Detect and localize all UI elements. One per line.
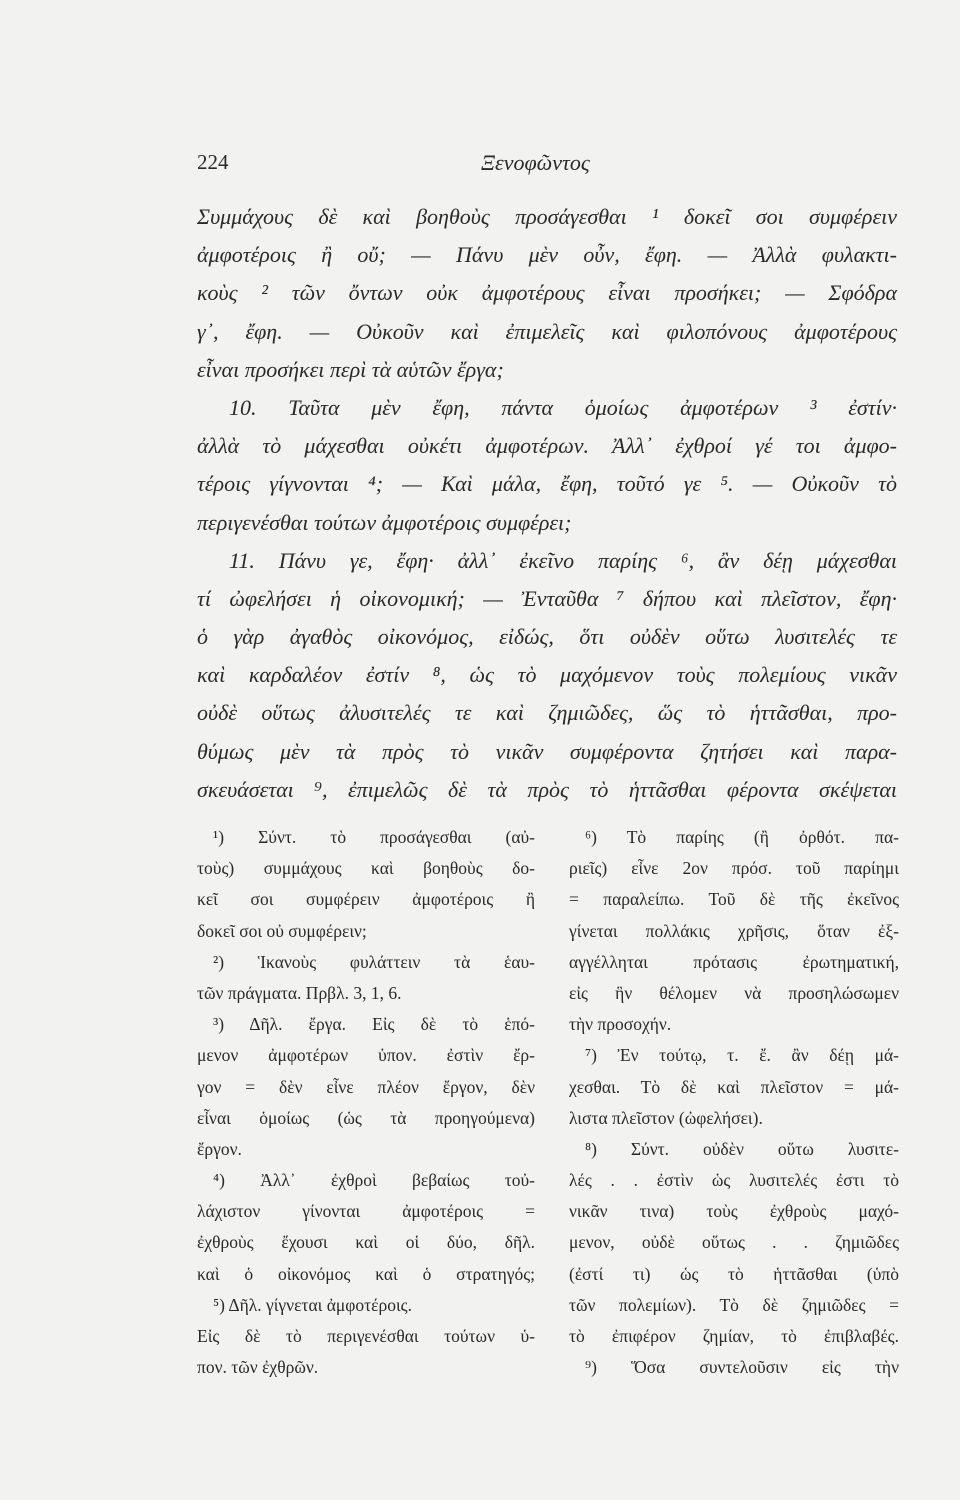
footnote-line: δοκεῖ σοι οὐ συμφέρειν;	[197, 920, 367, 941]
text-line: εἶναι προσήκει περὶ τὰ αὑτῶν ἔργα;	[197, 356, 504, 382]
footnote-line: ⁴) Ἀλλ᾽ ἐχθροὶ βεβαίως τοὐ-	[213, 1170, 535, 1191]
footnote-line: ²) Ἱκανοὺς φυλάττειν τὰ ἑαυ-	[213, 951, 535, 972]
running-title: Ξενοφῶντος	[481, 150, 590, 175]
footnote-line: λάχιστον γίνονται ἀμφοτέροις =	[197, 1201, 535, 1222]
footnotes-right-column	[569, 822, 899, 1383]
footnote-line: πον. τῶν ἐχθρῶν.	[197, 1357, 319, 1378]
text-line: τί ὠφελήσει ἡ οἰκονομική; — Ἐνταῦθα ⁷ δήπου καὶ πλεῖστον, ἔφη·	[197, 585, 897, 611]
text-line: κοὺς ² τῶν ὄντων οὐκ ἀμφοτέρους εἶναι προσήκει; — Σφόδρα	[197, 280, 897, 306]
footnote-line: νικᾶν τινα) τοὺς ἐχθροὺς μαχό-	[569, 1201, 899, 1222]
footnote-line: ἐχθροὺς ἔχουσι καὶ οἱ δύο, δῆλ.	[197, 1232, 535, 1253]
footnote-line: ³) Δῆλ. ἔργα. Εἰς δὲ τὸ ἑπό-	[213, 1014, 535, 1035]
footnote-line: ⁷) Ἐν τούτῳ, τ. ἔ. ἂν δέῃ μά-	[585, 1045, 899, 1066]
footnote-line: εἶναι ὁμοίως (ὡς τὰ προηγούμενα)	[197, 1107, 535, 1128]
footnote-line: (ἐστί τι) ὡς τὸ ἡττᾶσθαι (ὑπὸ	[569, 1263, 899, 1284]
footnote-line: Εἰς δὲ τὸ περιγενέσθαι τούτων ὑ-	[197, 1326, 535, 1346]
footnote-line: γον = δὲν εἶνε πλέον ἔργον, δὲν	[197, 1076, 535, 1097]
text-line: οὐδὲ οὕτως ἀλυσιτελές τε καὶ ζημιῶδες, ὥς τὸ ἡττᾶσθαι, προ-	[197, 700, 897, 726]
footnote-line: μενον ἀμφοτέρων ὑπον. ἐστὶν ἔρ-	[197, 1045, 535, 1066]
footnote-line: ριεῖς) εἶνε 2ον πρόσ. τοῦ παρίημι	[569, 858, 899, 879]
text-line: τέροις γίγνονται ⁴; — Καὶ μάλα, ἔφη, τοῦτό γε ⁵. — Οὐκοῦν τὸ	[197, 471, 897, 497]
footnote-line: τὸ ἐπιφέρον ζημίαν, τὸ ἐπιβλαβές.	[569, 1326, 899, 1346]
footnote-line: = παραλείπω. Τοῦ δὲ τῆς ἐκεῖνος	[569, 889, 899, 910]
text-line: 10. Ταῦτα μὲν ἔφη, πάντα ὁμοίως ἀμφοτέρων ³ ἐστίν·	[229, 394, 897, 420]
footnote-line: ⁸) Σύντ. οὐδὲν οὕτω λυσιτε-	[585, 1138, 899, 1159]
text-line: ἀλλὰ τὸ μάχεσθαι οὐκέτι ἀμφοτέρων. Ἀλλ᾽ ἐχθροί γέ τοι ἀμφο-	[197, 433, 897, 459]
footnote-line: κεῖ σοι συμφέρειν ἀμφοτέροις ἢ	[197, 889, 535, 910]
footnote-line: εἰς ἣν θέλομεν νὰ προσηλώσωμεν	[569, 982, 899, 1003]
footnote-line: λιστα πλεῖστον (ὠφελήσει).	[569, 1107, 763, 1128]
text-line: 11. Πάνυ γε, ἔφη· ἀλλ᾽ ἐκεῖνο παρίης ⁶, ἂν δέῃ μάχεσθαι	[229, 547, 897, 573]
footnote-line: μενον, οὐδὲ οὕτως . . ζημιῶδες	[569, 1232, 899, 1253]
footnote-line: λές . . ἐστὶν ὡς λυσιτελές ἐστι τὸ	[569, 1170, 899, 1191]
text-line: Συμμάχους δὲ καὶ βοηθοὺς προσάγεσθαι ¹ δοκεῖ σοι συμφέρειν	[197, 204, 897, 229]
footnote-line: ⁹) Ὅσα συντελοῦσιν εἰς τὴν	[585, 1357, 899, 1378]
text-line: ἀμφοτέροις ἢ οὔ; — Πάνυ μὲν οὖν, ἔφη. — Ἀλλὰ φυλακτι-	[197, 242, 897, 268]
page-number: 224	[197, 150, 229, 174]
text-line: θύμως μὲν τὰ πρὸς τὸ νικᾶν συμφέροντα ζητήσει καὶ παρα-	[197, 738, 897, 764]
footnote-line: ⁶) Τὸ παρίης (ἢ ὀρθότ. πα-	[585, 827, 899, 847]
footnote-line: αγγέλληται πρότασις ἐρωτηματική,	[569, 951, 899, 972]
main-text	[197, 198, 897, 809]
footnote-line: ἔργον.	[197, 1138, 242, 1159]
footnote-line: καὶ ὁ οἰκονόμος καὶ ὁ στρατηγός;	[197, 1263, 535, 1284]
page-header	[197, 150, 860, 180]
footnote-line: τὴν προσοχήν.	[569, 1014, 672, 1035]
text-line: καὶ καρδαλέον ἐστίν ⁸, ὡς τὸ μαχόμενον τοὺς πολεμίους νικᾶν	[197, 662, 897, 688]
text-line: περιγενέσθαι τούτων ἀμφοτέροις συμφέρει;	[197, 509, 572, 535]
footnote-line: χεσθαι. Τὸ δὲ καὶ πλεῖστον = μά-	[569, 1076, 899, 1097]
footnote-line: τῶν πράγματα. Πρβλ. 3, 1, 6.	[197, 982, 402, 1003]
footnote-line: γίνεται πολλάκις χρῆσις, ὅταν ἐξ-	[569, 920, 899, 941]
text-line: γ᾽, ἔφη. — Οὐκοῦν καὶ ἐπιμελεῖς καὶ φιλοπόνους ἀμφοτέρους	[197, 318, 897, 344]
footnote-line: ⁵) Δῆλ. γίγνεται ἀμφοτέροις.	[213, 1294, 412, 1315]
text-line: ὁ γὰρ ἀγαθὸς οἰκονόμος, εἰδώς, ὅτι οὐδὲν οὕτω λυσιτελές τε	[197, 624, 897, 650]
footnote-line: τοὺς) συμμάχους καὶ βοηθοὺς δο-	[197, 858, 535, 879]
text-line: σκευάσεται ⁹, ἐπιμελῶς δὲ τὰ πρὸς τὸ ἡττᾶσθαι φέροντα σκέψεται	[197, 776, 897, 802]
footnotes-left-column	[197, 822, 535, 1383]
footnote-line: ¹) Σύντ. τὸ προσάγεσθαι (αὐ-	[213, 827, 535, 847]
footnote-line: τῶν πολεμίων). Τὸ δὲ ζημιῶδες =	[569, 1294, 899, 1315]
